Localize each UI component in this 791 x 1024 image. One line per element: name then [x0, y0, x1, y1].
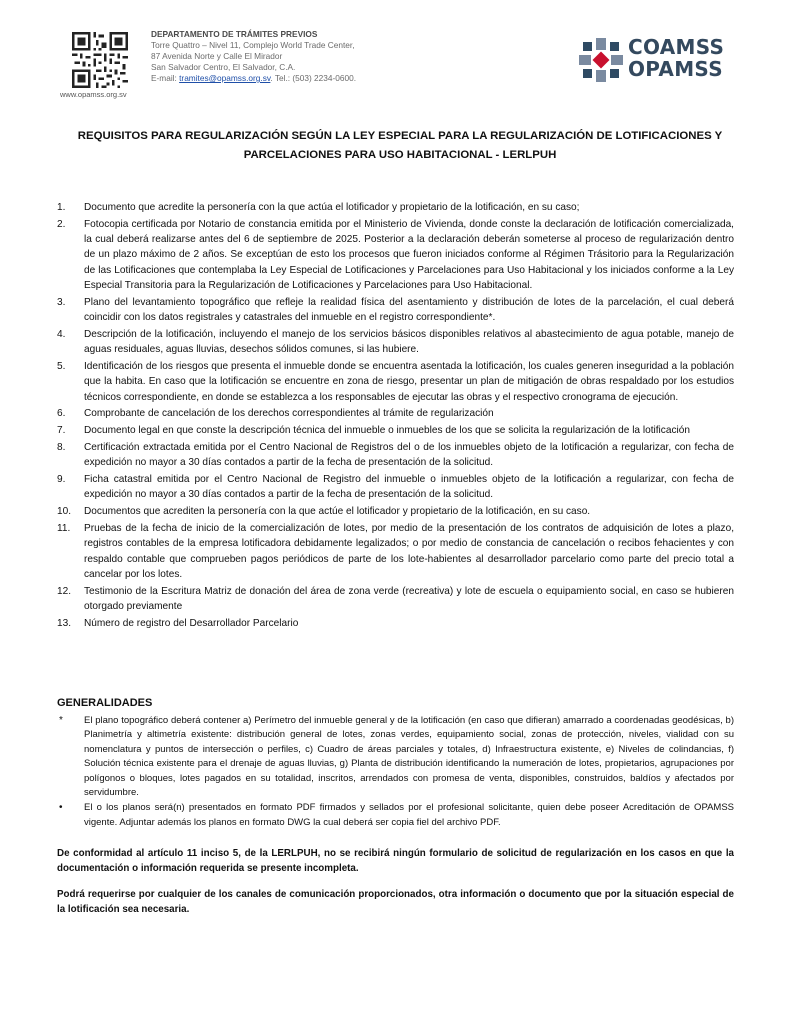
item-text: Identificación de los riesgos que presenta el inmueble donde se encuentra asentada la lotificación, los cuales generen inseguridad a la población que la habita. En caso que la lotificación se encuentre en zona de riesgo, presentar un plan de mitigación de obras respaldado por los estudios técnicos correspondiente, en donde se establezca a los responsables de ejecutar las obras y el respectivo cronograma de ejecución.: [84, 360, 734, 403]
list-item: [57, 521, 734, 582]
address-line: San Salvador Centro, El Salvador, C.A.: [151, 62, 296, 72]
item-text: Documento que acredite la personería con la que actúa el lotificador y propietario de la lotificación, en su caso;: [84, 202, 580, 213]
item-text: Número de registro del Desarrollador Parcelario: [84, 617, 299, 629]
address-line: Torre Quattro – Nivel 11, Complejo World Trade Center,: [151, 40, 355, 50]
list-item: [57, 801, 734, 830]
list-item: [57, 714, 734, 800]
item-text: El plano topográfico deberá contener a) Perímetro del inmueble general y de la lotificación (en caso que difieran) amarrado a coordenadas geodésicas, b) Planimetría y altimetría existente: distribución general de lotes, zonas verdes, equipamiento social, zonas de protección, niveles, vialidad con su nomenclatura y puntos de intersección o perfiles, c) Cuadro de áreas parciales y totales, d) Infraestructura existente, e) Niveles de colindancias, f) Solución técnica existente para el drenaje de aguas lluvias, g) Planta de distribución identificando la numeración de lotes, propietarios, agrupaciones por polígonos o bloques, lotes pagados en su totalidad, inscritos, arrendados con promesa de venta, disponibles, construidos, baldíos y afectados por servidumbre.: [84, 715, 734, 799]
item-text: Plano del levantamiento topográfico que refleje la realidad física del asentamiento y distribución de lotes de la parcelación, el cual deberá coincidir con los datos registrales y catastrales del inmueble en el registro correspondiente*.: [84, 296, 734, 324]
item-text: Documentos que acrediten la personería con la que actúe el lotificador y propietario de la lotificación, en su caso.: [84, 506, 591, 518]
item-number: 12.: [57, 585, 72, 597]
item-number: 8.: [57, 441, 66, 453]
item-text: Testimonio de la Escritura Matriz de donación del área de zona verde (recreativa) y lote de escuela o equipamiento social, en caso se hubieren otorgado previamente: [84, 585, 734, 612]
closing-note-incomplete: De conformidad al artículo 11 inciso 5, de la LERLPUH, no se recibirá ningún formulario de solicitud de regularización en los casos en que la documentación o información requerida se presente incompleta.: [57, 848, 734, 874]
contact-line: [151, 73, 356, 84]
item-number: 11.: [57, 522, 71, 534]
list-item: [57, 440, 734, 471]
qr-code-icon: [72, 32, 128, 88]
logo-line-opamss: OPAMSS: [628, 57, 723, 81]
item-text: Certificación extractada emitida por el Centro Nacional de Registros del o de los inmuebles objeto de la lotificación a regularizar, con fecha de expedición no mayor a 30 días contados a partir de la fecha de presentación de la solicitud.: [84, 441, 734, 469]
logo-wordmark: [628, 36, 724, 80]
item-text: Documento legal en que conste la descripción técnica del inmueble o inmuebles de los que se solicita la regularización de la lotificación: [84, 425, 690, 437]
page-header: [0, 0, 791, 112]
item-text: Ficha catastral emitida por el Centro Nacional de Registro del inmueble o inmuebles objeto de la lotificación a regularizar, con fecha de expedición no mayor a 30 días contados a partir de la fecha de presentación de la solicitud.: [84, 474, 734, 501]
email-label: E-mail:: [151, 73, 180, 83]
list-item: [57, 423, 734, 438]
item-number: 3.: [57, 296, 66, 308]
asterisk-bullet: *: [59, 715, 63, 726]
item-number: 13.: [57, 617, 72, 629]
closing-note-additional-info: Podrá requerirse por cualquier de los canales de comunicación proporcionados, otra información o documento que por la situación especial de la lotificación sea necesaria.: [57, 889, 734, 915]
item-number: 5.: [57, 360, 66, 372]
page-title: REQUISITOS PARA REGULARIZACIÓN SEGÚN LA LEY ESPECIAL PARA LA REGULARIZACIÓN DE LOTIFICACIONES Y PARCELACIONES PARA USO HABITACIONAL - LERLPUH: [77, 130, 723, 161]
list-item: [57, 406, 734, 421]
dot-bullet: •: [59, 802, 63, 814]
list-item: [57, 504, 734, 519]
item-number: 7.: [57, 425, 66, 437]
generalidades-heading: GENERALIDADES: [57, 697, 153, 709]
phone-text: . Tel.: (503) 2234-0600.: [270, 73, 357, 83]
list-item: [57, 327, 734, 358]
contact-block: [151, 29, 356, 84]
email-link[interactable]: tramites@opamss.org.sv: [179, 73, 271, 83]
item-text: Fotocopia certificada por Notario de constancia emitida por el Ministerio de Vivienda, donde conste la declaración de lotificación comercializada, la cual deberá realizarse antes del 6 de septiembre de 2025. Posterior a la declaración deberán someterse al proceso de regularización dentro de un plazo máximo de 2 años. Se exceptúan de esto los procesos que fueron iniciados conforme al Régimen Trásitorio para la Regularización de las Lotificaciones que contemplaba la Ley Especial de Lotificaciones y Parcelaciones para Uso Habitacional y los iniciados conforme a la Ley Especial Transitoria para la Regularización de Lotificaciones y Parcelaciones para Uso Habitacional.: [84, 218, 734, 291]
item-text: Comprobante de cancelación de los derechos correspondientes al trámite de regularización: [84, 408, 494, 420]
list-item: [57, 472, 734, 503]
generalidades-list: [57, 714, 734, 831]
list-item: [57, 200, 734, 215]
item-number: 9.: [57, 474, 66, 486]
address-line: 87 Avenida Norte y Calle El Mirador: [151, 51, 283, 61]
logo-line-coamss: COAMSS: [628, 35, 725, 59]
item-text: Pruebas de la fecha de inicio de la comercialización de lotes, por medio de la presentación de los contratos de adquisición de lotes a plazo, registros contables de la empresa lotificadora debidamente legalizados; o por medio de constancia de cancelación o recibos fehacientes y con respaldo contable que comprueben pagos periódicos de parte de los lote-habientes al desarrollador parcelario como parte del precio total a cancelar por los lotes.: [84, 522, 734, 580]
list-item: [57, 217, 734, 293]
list-item: [57, 295, 734, 326]
item-text: El o los planos será(n) presentados en formato PDF firmados y sellados por el profesional solicitante, quien debe poseer Acreditación de OPAMSS vigente. Adjuntar además los planos en formato DWG la cual deberá ser copia fiel del archivo PDF.: [84, 802, 734, 828]
item-number: 4.: [57, 328, 66, 340]
department-title: DEPARTAMENTO DE TRÁMITES PREVIOS: [151, 29, 318, 39]
item-number: 6.: [57, 408, 66, 420]
requirements-list: [57, 200, 734, 633]
item-number: 2.: [57, 218, 66, 230]
item-number: 1.: [57, 202, 66, 213]
website-caption: www.opamss.org.sv: [60, 90, 127, 99]
list-item: [57, 359, 734, 405]
item-number: 10.: [57, 506, 72, 518]
list-item: [57, 584, 734, 615]
item-text: Descripción de la lotificación, incluyendo el manejo de los servicios básicos disponibles relativos al abastecimiento de agua potable, manejo de aguas residuales, aguas lluvias, desechos sólidos comunes, si las hubiere.: [84, 328, 734, 356]
list-item: [57, 616, 734, 631]
